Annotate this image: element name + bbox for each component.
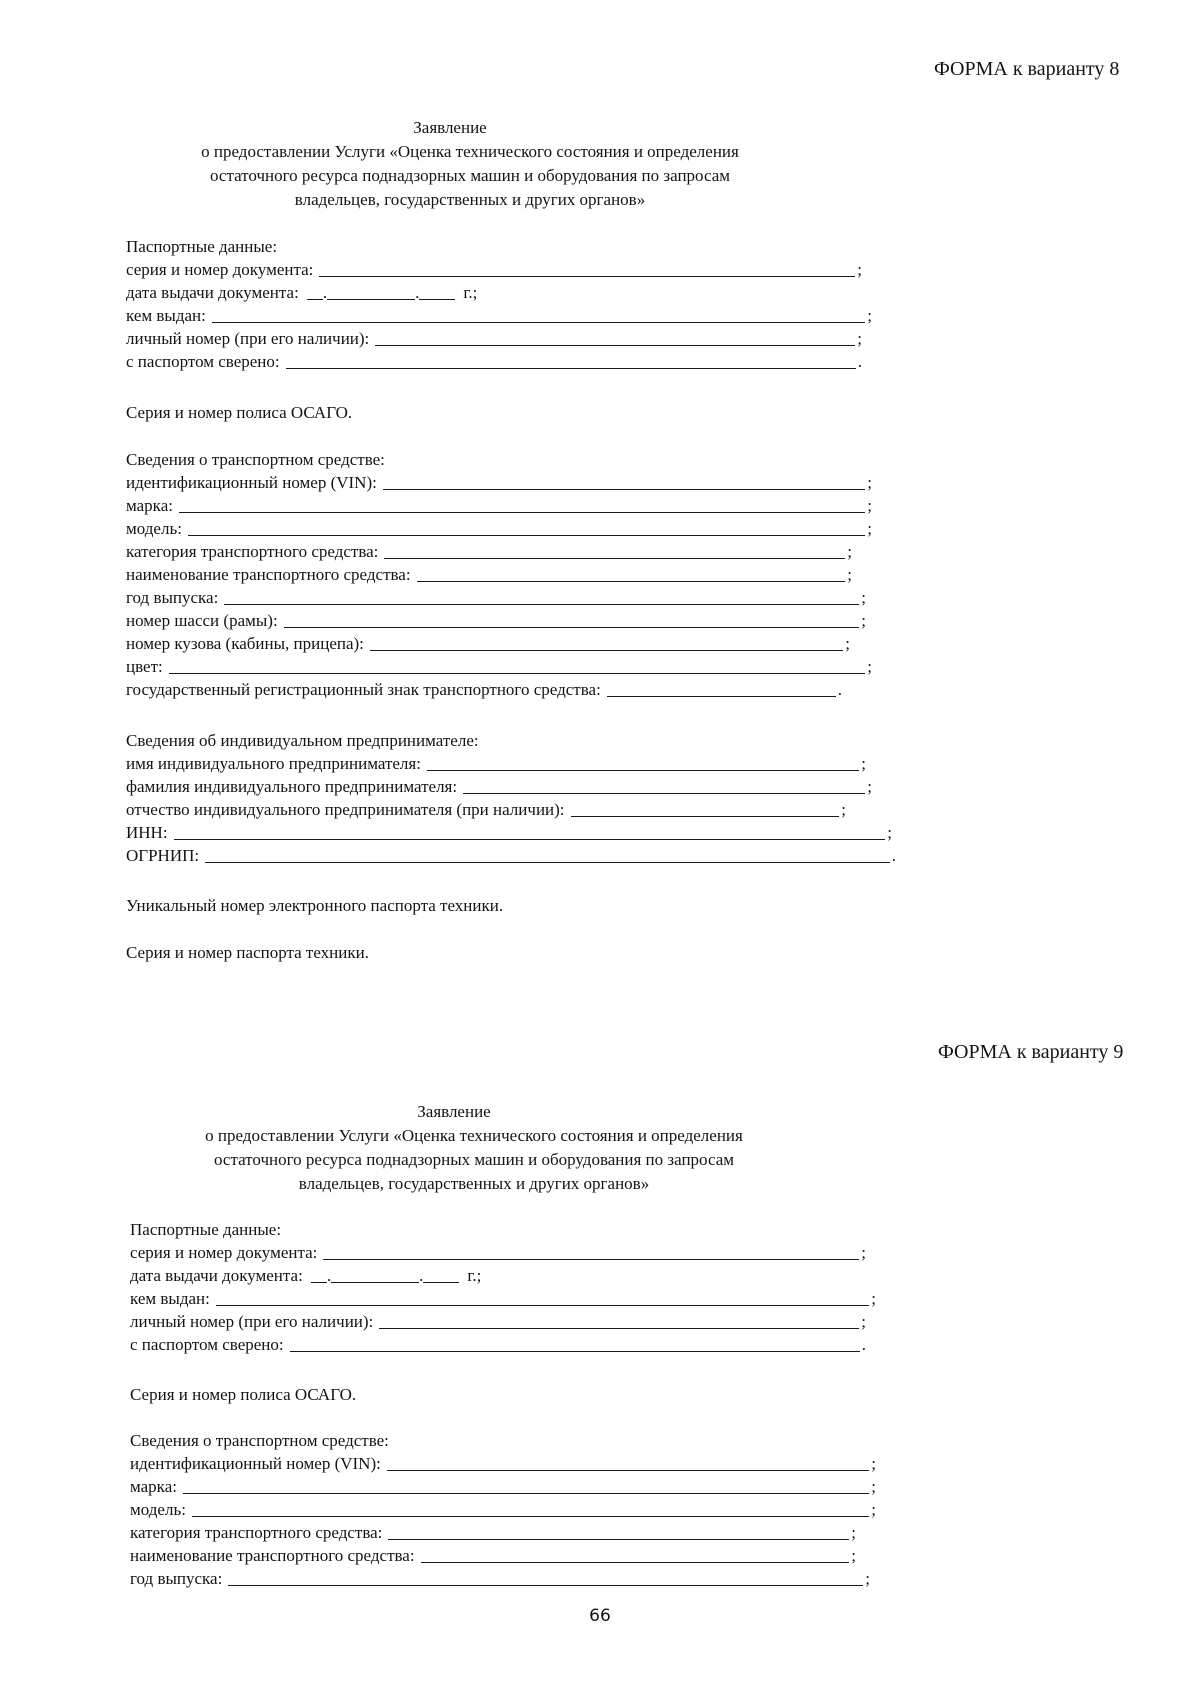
field-label: категория транспортного средства: [126,542,379,561]
field-label: государственный регистрационный знак транспортного средства: [126,680,601,699]
field-label: модель: [126,519,182,538]
field-year[interactable] [126,587,866,609]
field-brand[interactable] [130,1476,876,1498]
field-label: год выпуска: [126,588,219,607]
osago-line: Серия и номер полиса ОСАГО. [126,403,353,422]
field-label: категория транспортного средства: [130,1523,383,1542]
field-label: с паспортом сверено: [130,1335,284,1354]
field-brand[interactable] [126,495,872,517]
field-vin[interactable] [130,1453,876,1475]
form-label: ФОРМА к варианту 9 [938,1041,1124,1063]
field-personal-number[interactable] [126,328,862,350]
field-year[interactable] [130,1568,870,1590]
date-separator: . [322,283,328,302]
input-blank[interactable] [224,589,859,605]
field-vehicle-name[interactable] [130,1545,856,1567]
punctuation: ; [861,588,866,607]
punctuation: ; [841,800,846,819]
form-label: ФОРМА к варианту 8 [934,58,1120,80]
field-label: номер кузова (кабины, прицепа): [126,634,364,653]
field-vehicle-category[interactable] [130,1522,856,1544]
day-blank[interactable] [307,284,323,300]
section-title-passport: Паспортные данные: [130,1220,282,1239]
field-vin[interactable] [126,472,872,494]
field-label: имя индивидуального предпринимателя: [126,754,421,773]
input-blank[interactable] [192,1501,869,1517]
field-label: идентификационный номер (VIN): [126,473,377,492]
field-label: номер шасси (рамы): [126,611,278,630]
field-label: дата выдачи документа: [126,283,299,302]
input-blank[interactable] [284,612,860,628]
field-issued-by[interactable] [130,1288,876,1310]
heading-title: Заявление [417,1102,491,1121]
date-separator: . [415,283,420,302]
field-label: наименование транспортного средства: [130,1546,415,1565]
punctuation: ; [857,260,862,279]
input-blank[interactable] [212,307,865,323]
input-blank[interactable] [286,353,856,369]
heading-line: владельцев, государственных и других органов» [298,1174,650,1193]
field-label: год выпуска: [130,1569,223,1588]
input-blank[interactable] [370,635,843,651]
month-blank[interactable] [331,1267,419,1283]
field-label: модель: [130,1500,186,1519]
field-label: личный номер (при его наличии): [130,1312,374,1331]
page-number: 66 [589,1606,611,1626]
punctuation: ; [847,542,852,561]
field-issued-by[interactable] [126,305,872,327]
punctuation: ; [867,473,872,492]
day-blank[interactable] [311,1267,327,1283]
punctuation: ; [861,1243,866,1262]
punctuation: ; [887,823,892,842]
input-blank[interactable] [188,520,865,536]
field-label: фамилия индивидуального предпринимателя: [126,777,458,796]
field-document-series[interactable] [130,1242,866,1264]
field-vehicle-name[interactable] [126,564,852,586]
heading-line: о предоставлении Услуги «Оценка технического состояния и определения [205,1126,743,1145]
date-separator: . [419,1266,424,1285]
section-title-entrepreneur: Сведения об индивидуальном предпринимателе: [126,731,479,750]
field-label: с паспортом сверено: [126,352,280,371]
field-body-number[interactable] [126,633,850,655]
input-blank[interactable] [183,1478,869,1494]
field-label: дата выдачи документа: [130,1266,303,1285]
field-registration-plate[interactable] [126,679,842,701]
form-heading [134,1100,814,1196]
punctuation: ; [871,1477,876,1496]
input-blank[interactable] [169,658,866,674]
field-document-series[interactable] [126,259,862,281]
pts-line: Серия и номер паспорта техники. [126,943,369,962]
field-label: цвет: [126,657,163,676]
epts-line: Уникальный номер электронного паспорта техники. [126,896,504,915]
field-label: наименование транспортного средства: [126,565,411,584]
field-label: серия и номер документа: [130,1243,318,1262]
input-blank[interactable] [319,261,855,277]
input-blank[interactable] [387,1455,869,1471]
punctuation: ; [871,1454,876,1473]
input-blank[interactable] [388,1524,849,1540]
heading-title: Заявление [413,118,487,137]
input-blank[interactable] [216,1290,869,1306]
punctuation: ; [867,657,872,676]
punctuation: ; [861,754,866,773]
field-ogrnip[interactable] [126,845,896,867]
input-blank[interactable] [607,681,836,697]
punctuation: ; [861,611,866,630]
punctuation: ; [861,1312,866,1331]
input-blank[interactable] [417,566,846,582]
punctuation: ; [867,519,872,538]
input-blank[interactable] [174,824,886,840]
input-blank[interactable] [228,1570,863,1586]
osago-line: Серия и номер полиса ОСАГО. [130,1385,357,1404]
field-label: кем выдан: [126,306,206,325]
field-issue-date[interactable] [130,1265,570,1287]
year-suffix: г.; [467,1266,482,1285]
input-blank[interactable] [384,543,845,559]
punctuation: ; [857,329,862,348]
punctuation: ; [865,1569,870,1588]
field-passport-verified[interactable] [126,351,862,373]
field-label: ИНН: [126,823,168,842]
field-entrepreneur-first-name[interactable] [126,753,866,775]
form-heading [130,116,810,212]
punctuation: . [861,1335,866,1354]
punctuation: ; [867,496,872,515]
field-vehicle-category[interactable] [126,541,852,563]
input-blank[interactable] [179,497,865,513]
field-label: личный номер (при его наличии): [126,329,370,348]
year-suffix: г.; [463,283,478,302]
field-inn[interactable] [126,822,892,844]
heading-line: остаточного ресурса поднадзорных машин и оборудования по запросам [209,166,731,185]
input-blank[interactable] [379,1313,859,1329]
punctuation: ; [847,565,852,584]
field-model[interactable] [126,518,872,540]
field-personal-number[interactable] [130,1311,866,1333]
heading-line: владельцев, государственных и других органов» [294,190,646,209]
input-blank[interactable] [290,1336,860,1352]
heading-line: остаточного ресурса поднадзорных машин и оборудования по запросам [213,1150,735,1169]
section-title-vehicle: Сведения о транспортном средстве: [126,450,385,469]
punctuation: ; [851,1546,856,1565]
date-separator: . [326,1266,332,1285]
field-chassis-number[interactable] [126,610,866,632]
input-blank[interactable] [323,1244,859,1260]
section-title-passport: Паспортные данные: [126,237,278,256]
year-blank[interactable] [423,1267,459,1283]
field-entrepreneur-last-name[interactable] [126,776,872,798]
field-color[interactable] [126,656,872,678]
punctuation: ; [871,1500,876,1519]
field-label: ОГРНИП: [126,846,200,865]
punctuation: ; [851,1523,856,1542]
field-label: отчество индивидуального предпринимателя (при наличии): [126,800,565,819]
punctuation: ; [867,777,872,796]
field-model[interactable] [130,1499,876,1521]
input-blank[interactable] [463,778,865,794]
punctuation: ; [845,634,850,653]
field-label: марка: [126,496,173,515]
field-label: кем выдан: [130,1289,210,1308]
month-blank[interactable] [327,284,415,300]
punctuation: . [891,846,896,865]
input-blank[interactable] [421,1547,850,1563]
year-blank[interactable] [419,284,455,300]
input-blank[interactable] [375,330,855,346]
punctuation: ; [867,306,872,325]
field-label: марка: [130,1477,177,1496]
punctuation: . [857,352,862,371]
heading-line: о предоставлении Услуги «Оценка технического состояния и определения [201,142,739,161]
field-label: серия и номер документа: [126,260,314,279]
field-passport-verified[interactable] [130,1334,866,1356]
input-blank[interactable] [427,755,859,771]
input-blank[interactable] [205,847,890,863]
field-label: идентификационный номер (VIN): [130,1454,381,1473]
input-blank[interactable] [571,801,840,817]
field-issue-date[interactable] [126,282,566,304]
punctuation: . [837,680,842,699]
punctuation: ; [871,1289,876,1308]
section-title-vehicle: Сведения о транспортном средстве: [130,1431,389,1450]
input-blank[interactable] [383,474,865,490]
field-entrepreneur-patronymic[interactable] [126,799,846,821]
